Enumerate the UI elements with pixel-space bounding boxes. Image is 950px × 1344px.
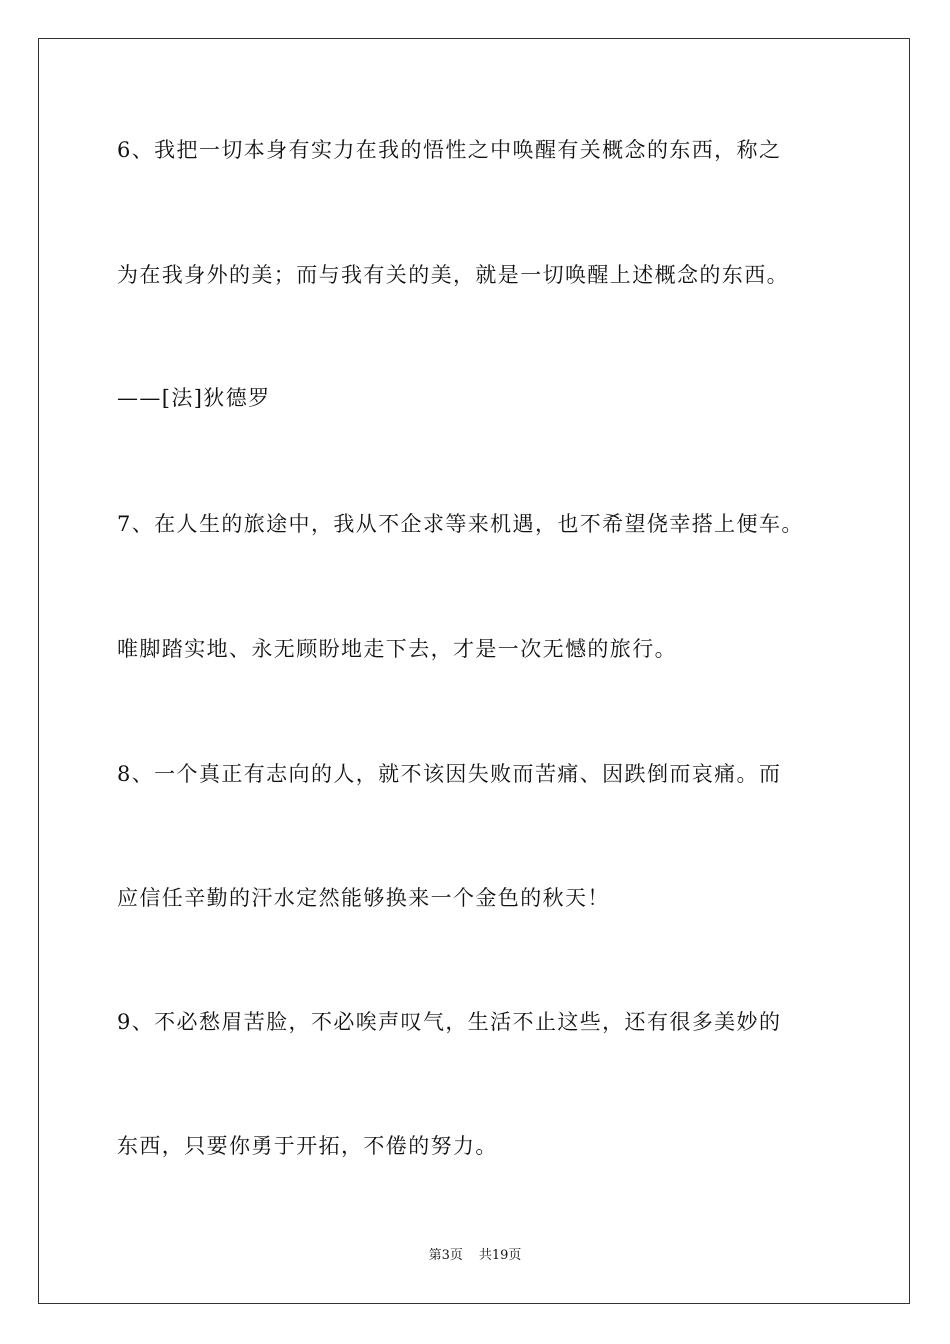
text-line-2: 为在我身外的美；而与我有关的美，就是一切唤醒上述概念的东西。 xyxy=(117,263,789,287)
page-border xyxy=(38,38,910,1304)
text-line-9: 东西，只要你勇于开拓，不倦的努力。 xyxy=(117,1134,498,1158)
text-line-3-attribution: ——[法]狄德罗 xyxy=(117,386,271,410)
total-page-count: 共19页 xyxy=(478,1248,522,1263)
text-line-7: 应信任辛勤的汗水定然能够换来一个金色的秋天！ xyxy=(117,886,610,910)
text-line-1: 6、我把一切本身有实力在我的悟性之中唤醒有关概念的东西，称之 xyxy=(117,138,782,162)
text-line-8: 9、不必愁眉苦脸，不必唉声叹气，生活不止这些，还有很多美妙的 xyxy=(117,1010,782,1034)
text-line-5: 唯脚踏实地、永无顾盼地走下去，才是一次无憾的旅行。 xyxy=(117,637,677,661)
text-line-6: 8、一个真正有志向的人，就不该因失败而苦痛、因跌倒而哀痛。而 xyxy=(117,762,782,786)
text-line-4: 7、在人生的旅途中，我从不企求等来机遇，也不希望侥幸搭上便车。 xyxy=(117,512,804,536)
page-footer xyxy=(0,1247,950,1265)
current-page-number: 第3页 xyxy=(428,1248,463,1263)
